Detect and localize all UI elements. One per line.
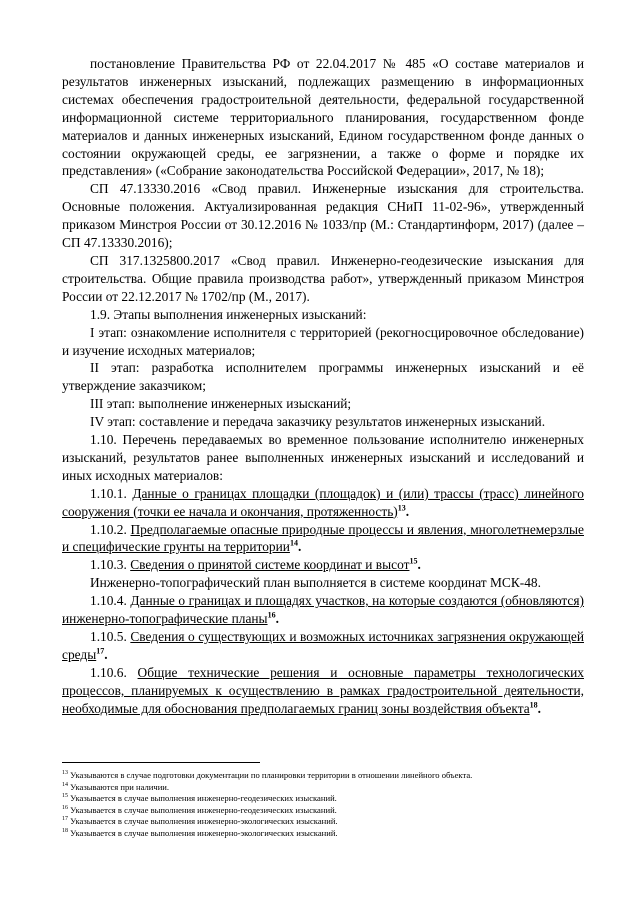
item-number: 1.10.2. — [90, 521, 127, 537]
paragraph-stage-3: III этап: выполнение инженерных изысканий; — [90, 396, 352, 412]
item-number: 1.10.4. — [90, 593, 127, 609]
footnote-number: 18 — [62, 828, 68, 835]
footnote-ref[interactable]: 15 — [409, 556, 418, 566]
item-text: Общие технические решения и основные параметры технологических процессов, планируемых к осуществлению в рамках градостроительной деятельности, необходимые для обоснования предполагаемых границ зоны воздействия объекта — [62, 664, 584, 716]
paragraph-materials-list: 1.10. Перечень передаваемых во временное пользование исполнителю инженерных изысканий, результатов ранее выполненных инженерных изысканий и исследований и иных исходных материалов: — [62, 432, 584, 483]
item-period: . — [275, 611, 279, 627]
footnote-16 — [62, 805, 592, 817]
footnote-number: 16 — [62, 804, 68, 811]
item-text: Сведения о существующих и возможных источниках загрязнения окружающей среды — [62, 629, 584, 662]
paragraph-stage-4: IV этап: составление и передача заказчику результатов инженерных изысканий. — [90, 414, 546, 430]
item-period: . — [405, 503, 410, 519]
footnote-text: Указывается в случае выполнения инженерно-экологических изысканий. — [70, 816, 338, 827]
footnote-number: 14 — [62, 781, 68, 788]
item-number: 1.10.6. — [90, 664, 127, 680]
paragraph-sp-47: СП 47.13330.2016 «Свод правил. Инженерные изыскания для строительства. Основные положения. Актуализированная редакция СНиП 11-02-96», утвержденный приказом Минстроя России от 30.12.2016 № 1033/пр (М.: Стандартинформ, 2017) (далее – СП 47.13330.2016); — [62, 181, 584, 251]
footnote-ref[interactable]: 16 — [267, 610, 276, 620]
footnotes — [62, 770, 592, 840]
footnote-13 — [62, 770, 592, 782]
item-text: Предполагаемые опасные природные процессы и явления, многолетнемерзлые и специфические грунты на территории — [62, 521, 584, 555]
item-period: . — [417, 557, 421, 573]
paragraph-stage-2: II этап: разработка исполнителем программы инженерных изысканий и её утверждение заказчиком; — [62, 360, 584, 394]
paragraph-stage-1: I этап: ознакомление исполнителя с территорией (рекогносцировочное обследование) и изучение исходных материалов; — [62, 324, 584, 358]
footnote-text: Указывается в случае выполнения инженерно-геодезических изысканий. — [70, 793, 337, 804]
paragraph-stages-heading: 1.9. Этапы выполнения инженерных изысканий: — [90, 306, 367, 322]
footnote-ref[interactable]: 18 — [529, 700, 538, 710]
footnote-14 — [62, 782, 592, 794]
footnote-18 — [62, 828, 592, 840]
item-period: . — [537, 700, 542, 716]
item-text: Данные о границах площадки (площадок) и (или) трассы (трасс) линейного сооружения (точки ее начала и окончания, протяженность) — [62, 485, 584, 519]
paragraph-regulation-485: постановление Правительства РФ от 22.04.2017 № 485 «О составе материалов и результатов инженерных изысканий, подлежащих размещению в информационных системах обеспечения градостроительной деятельности, федеральной государственной информационной системе территориального планирования, государственном фонде материалов и данных инженерных изысканий, Едином государственном фонде данных о состоянии окружающей среды, ее загрязнении, а также о форме и порядке их представления» («Собрание законодательства Российской Федерации», 2017, № 18); — [62, 56, 584, 179]
footnote-ref[interactable]: 13 — [397, 503, 406, 513]
footnote-separator — [62, 762, 260, 763]
item-1-10-1 — [62, 485, 584, 521]
item-text: Данные о границах и площадях участков, на которые создаются (обновляются) инженерно-топографические планы — [62, 593, 584, 627]
item-number: 1.10.5. — [90, 629, 127, 644]
footnote-17 — [62, 816, 592, 828]
footnote-ref[interactable]: 14 — [289, 539, 298, 548]
item-1-10-5 — [62, 628, 584, 664]
item-text: Сведения о принятой системе координат и высот — [130, 557, 410, 573]
footnote-text: Указывается в случае выполнения инженерно-экологических изысканий. — [70, 827, 338, 838]
paragraph-msk-48: Инженерно-топографический план выполняется в системе координат МСК-48. — [90, 575, 541, 591]
item-period: . — [104, 646, 108, 662]
footnote-ref[interactable]: 17 — [96, 646, 105, 656]
footnote-15 — [62, 793, 592, 805]
footnote-text: Указывается в случае выполнения инженерно-геодезических изысканий. — [70, 804, 337, 815]
paragraph-sp-317: СП 317.1325800.2017 «Свод правил. Инженерно-геодезические изыскания для строительства. Общие правила производства работ», утвержденный приказом Минстроя России от 22.12.2017 № 1702/пр (М., 2017). — [62, 252, 584, 304]
footnote-text: Указываются в случае подготовки документации по планировки территории в отношении линейного объекта. — [70, 770, 473, 780]
item-1-10-3 — [62, 556, 584, 574]
item-1-10-2 — [62, 521, 584, 557]
item-period: . — [297, 539, 302, 555]
item-1-10-4 — [62, 592, 584, 628]
item-number: 1.10.1. — [90, 485, 127, 501]
item-number: 1.10.3. — [90, 557, 127, 573]
footnote-number: 15 — [62, 793, 68, 800]
footnote-text: Указываются при наличии. — [70, 781, 170, 792]
footnote-number: 17 — [62, 816, 68, 823]
footnote-number: 13 — [62, 770, 68, 777]
document-body — [62, 55, 584, 718]
item-1-10-6 — [62, 664, 584, 718]
